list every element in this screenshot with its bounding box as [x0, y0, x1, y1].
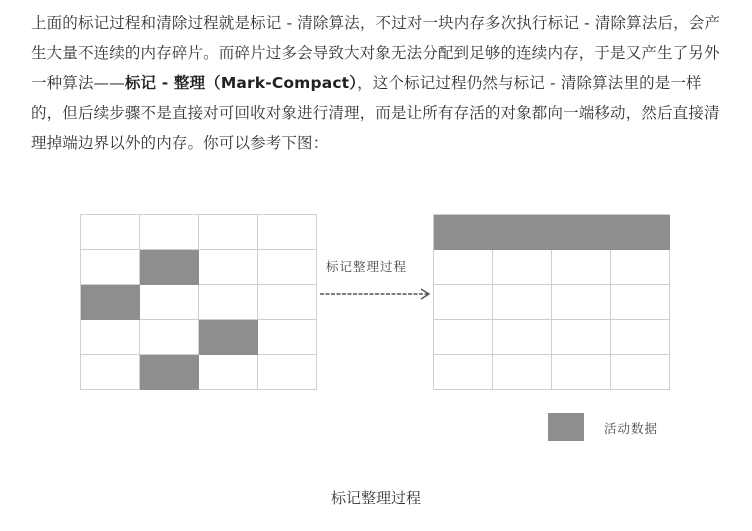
live-memory-cell — [493, 215, 552, 250]
free-memory-cell — [140, 285, 199, 320]
memory-grid-before — [80, 214, 317, 390]
free-memory-cell — [199, 215, 258, 250]
free-memory-cell — [493, 285, 552, 320]
figure-caption: 标记整理过程 — [330, 489, 421, 507]
free-memory-cell — [552, 285, 611, 320]
free-memory-cell — [611, 320, 670, 355]
free-memory-cell — [81, 250, 140, 285]
live-memory-cell — [140, 250, 199, 285]
right-arrow-icon — [318, 285, 434, 301]
free-memory-cell — [611, 250, 670, 285]
free-memory-cell — [81, 215, 140, 250]
free-memory-cell — [434, 250, 493, 285]
free-memory-cell — [81, 320, 140, 355]
free-memory-cell — [434, 285, 493, 320]
free-memory-cell — [434, 320, 493, 355]
free-memory-cell — [552, 355, 611, 390]
live-memory-cell — [81, 285, 140, 320]
paragraph-text-2: ，这个标记过程仍然与标记 - 清除算法里的是一样的，但后续步骤不是直接对可回收对象进行清理，而是让所有存活的对象都向一端移动，然后直接清理掉端边界以外的内存。你可以参考下图： — [31, 74, 720, 152]
live-memory-cell — [434, 215, 493, 250]
free-memory-cell — [140, 215, 199, 250]
free-memory-cell — [258, 285, 317, 320]
memory-grid-after — [433, 214, 670, 390]
live-memory-cell — [552, 215, 611, 250]
arrow-label: 标记整理过程 — [326, 259, 408, 274]
free-memory-cell — [258, 355, 317, 390]
free-memory-cell — [199, 250, 258, 285]
free-memory-cell — [434, 355, 493, 390]
free-memory-cell — [493, 250, 552, 285]
paragraph-text-1: 上面的标记过程和清除过程就是标记 - 清除算法，不过对一块内存多次执行标记 - 清除算法后，会产生大量不连续的内存碎片。而碎片过多会导致大对象无法分配到足够的连续内存，于是又产生了另外一种算法—— — [31, 14, 721, 92]
free-memory-cell — [611, 355, 670, 390]
live-memory-cell — [611, 215, 670, 250]
free-memory-cell — [258, 250, 317, 285]
free-memory-cell — [258, 215, 317, 250]
free-memory-cell — [140, 320, 199, 355]
live-memory-cell — [140, 355, 199, 390]
live-memory-cell — [199, 320, 258, 355]
free-memory-cell — [199, 355, 258, 390]
free-memory-cell — [81, 355, 140, 390]
legend-label: 活动数据 — [604, 421, 659, 436]
free-memory-cell — [611, 285, 670, 320]
free-memory-cell — [199, 285, 258, 320]
legend-swatch — [548, 413, 584, 441]
free-memory-cell — [258, 320, 317, 355]
free-memory-cell — [493, 320, 552, 355]
free-memory-cell — [493, 355, 552, 390]
free-memory-cell — [552, 250, 611, 285]
paragraph-bold-term: 标记 - 整理（Mark-Compact） — [124, 74, 358, 92]
free-memory-cell — [552, 320, 611, 355]
